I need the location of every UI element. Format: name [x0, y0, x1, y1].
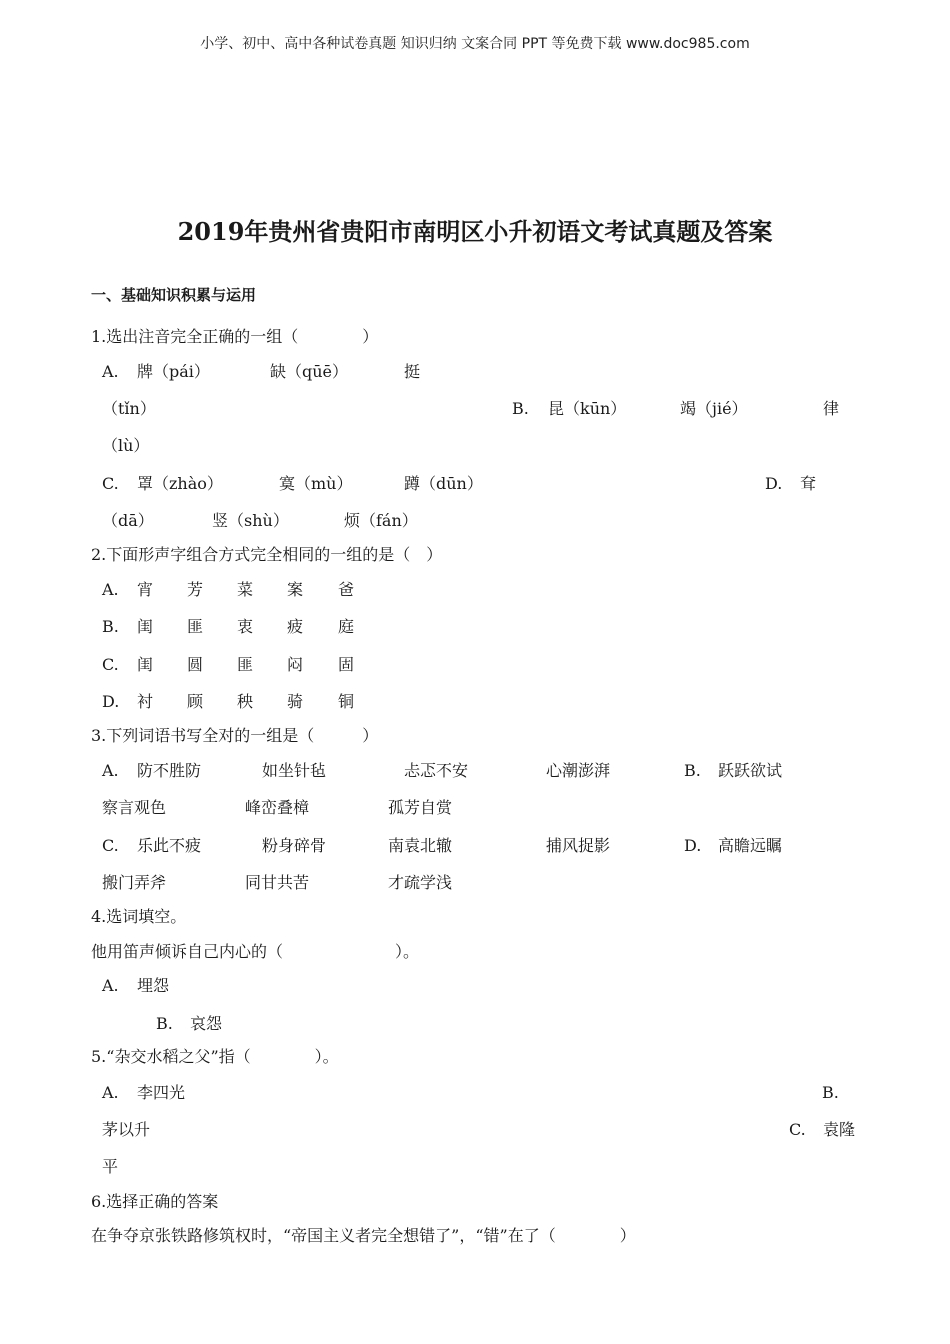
q1-option-c-item: 罩（zhào） — [137, 474, 223, 493]
q1-stem: 1.选出注音完全正确的一组（ ） — [91, 327, 379, 346]
q1-option-a-tail: （tǐn） — [102, 399, 156, 418]
q1-option-b-item: 律 — [823, 399, 840, 418]
q1-option-a-item: 挺 — [404, 362, 421, 381]
q1-option-b-label: B. — [512, 399, 529, 418]
q3-option-a-word: 防不胜防 — [137, 761, 202, 780]
q2-option-char: 铜 — [338, 692, 355, 711]
q1-option-d-item: 竖（shù） — [212, 511, 289, 530]
q2-option-char: 顾 — [187, 692, 204, 711]
q2-option-char: 闺 — [137, 655, 154, 674]
q2-option-label: B. — [102, 617, 119, 636]
q1-option-a-label: A. — [102, 362, 119, 381]
q2-option-char: 衷 — [237, 617, 254, 636]
q2-option-char: 骑 — [287, 692, 304, 711]
q2-option-label: D. — [102, 692, 120, 711]
q3-option-b-word: 峰峦叠樟 — [245, 798, 310, 817]
q2-option-char: 爸 — [338, 580, 355, 599]
q5-option-c-tail: 平 — [102, 1157, 119, 1176]
q2-option-char: 衬 — [137, 692, 154, 711]
q3-option-d-label: D. — [684, 836, 702, 855]
q1-option-d-item: 耷 — [800, 474, 817, 493]
q3-option-a-word: 如坐针毡 — [262, 761, 327, 780]
q2-option-char: 秧 — [237, 692, 254, 711]
q2-option-char: 匪 — [187, 617, 204, 636]
q2-option-char: 菜 — [237, 580, 254, 599]
q1-option-c-item: 蹲（dūn） — [404, 474, 483, 493]
q4-option-a-text: 埋怨 — [137, 976, 170, 995]
q3-option-c-word: 捕风捉影 — [546, 836, 611, 855]
q2-option-char: 闺 — [137, 617, 154, 636]
q3-option-b-word: 跃跃欲试 — [718, 761, 783, 780]
q2-option-char: 匪 — [237, 655, 254, 674]
q2-option-char: 芳 — [187, 580, 204, 599]
q2-option-label: C. — [102, 655, 119, 674]
q3-option-b-label: B. — [684, 761, 701, 780]
q1-option-a-item: 缺（qūē） — [270, 362, 349, 381]
q5-option-a-text: 李四光 — [137, 1083, 186, 1102]
q3-option-c-word: 乐此不疲 — [137, 836, 202, 855]
section-heading: 一、基础知识积累与运用 — [91, 286, 257, 304]
q3-option-c-word: 粉身碎骨 — [262, 836, 327, 855]
q3-option-b-word: 察言观色 — [102, 798, 167, 817]
page-header-banner: 小学、初中、高中各种试卷真题 知识归纳 文案合同 PPT 等免费下载 www.doc985.com — [200, 36, 750, 52]
exam-title: 2019年贵州省贵阳市南明区小升初语文考试真题及答案 — [177, 217, 773, 246]
q1-option-d-item: 烦（fán） — [344, 511, 418, 530]
q3-option-a-word: 心潮澎湃 — [546, 761, 611, 780]
q3-option-d-word: 才疏学浅 — [388, 873, 453, 892]
q6-stem: 6.选择正确的答案 — [91, 1192, 219, 1211]
q2-option-char: 圆 — [187, 655, 204, 674]
q3-option-c-word: 南袁北辙 — [388, 836, 453, 855]
q1-option-b-item: 竭（jié） — [680, 399, 748, 418]
q4-stem: 4.选词填空。 — [91, 907, 187, 926]
q5-option-a-label: A. — [102, 1083, 119, 1102]
q3-stem: 3.下列词语书写全对的一组是（ ） — [91, 726, 379, 745]
q6-sentence: 在争夺京张铁路修筑权时，“帝国主义者完全想错了”，“错”在了（ ） — [91, 1226, 636, 1245]
q2-option-label: A. — [102, 580, 119, 599]
q3-option-d-word: 高瞻远瞩 — [718, 836, 783, 855]
q1-option-c-item: 寞（mù） — [279, 474, 353, 493]
q4-option-b-text: 哀怨 — [190, 1014, 223, 1033]
q5-stem: 5.“杂交水稻之父”指（ ）。 — [91, 1047, 339, 1066]
q2-option-char: 庭 — [338, 617, 355, 636]
q2-stem: 2.下面形声字组合方式完全相同的一组的是（ ） — [91, 545, 443, 564]
q3-option-c-label: C. — [102, 836, 119, 855]
q5-option-b-text: 茅以升 — [102, 1120, 151, 1139]
q2-option-char: 疲 — [287, 617, 304, 636]
q2-option-char: 宵 — [137, 580, 154, 599]
q1-option-a-item: 牌（pái） — [137, 362, 210, 381]
q2-option-char: 案 — [287, 580, 304, 599]
q3-option-a-label: A. — [102, 761, 119, 780]
q4-option-b-label: B. — [156, 1014, 173, 1033]
q1-option-c-label: C. — [102, 474, 119, 493]
q4-sentence: 他用笛声倾诉自己内心的（ ）。 — [91, 942, 420, 961]
q3-option-b-word: 孤芳自赏 — [388, 798, 453, 817]
q1-option-d-label: D. — [765, 474, 783, 493]
q1-option-d-item: （dā） — [102, 511, 154, 530]
q2-option-char: 固 — [338, 655, 355, 674]
q5-option-c-text: 袁隆 — [823, 1120, 856, 1139]
q2-option-char: 闷 — [287, 655, 304, 674]
q5-option-c-label: C. — [789, 1120, 806, 1139]
q1-option-b-tail: （lù） — [102, 436, 150, 455]
q3-option-a-word: 忐忑不安 — [404, 761, 469, 780]
q3-option-d-word: 搬门弄斧 — [102, 873, 167, 892]
q4-option-a-label: A. — [102, 976, 119, 995]
q5-option-b-label: B. — [822, 1083, 839, 1102]
q1-option-b-item: 昆（kūn） — [548, 399, 627, 418]
q3-option-d-word: 同甘共苦 — [245, 873, 310, 892]
